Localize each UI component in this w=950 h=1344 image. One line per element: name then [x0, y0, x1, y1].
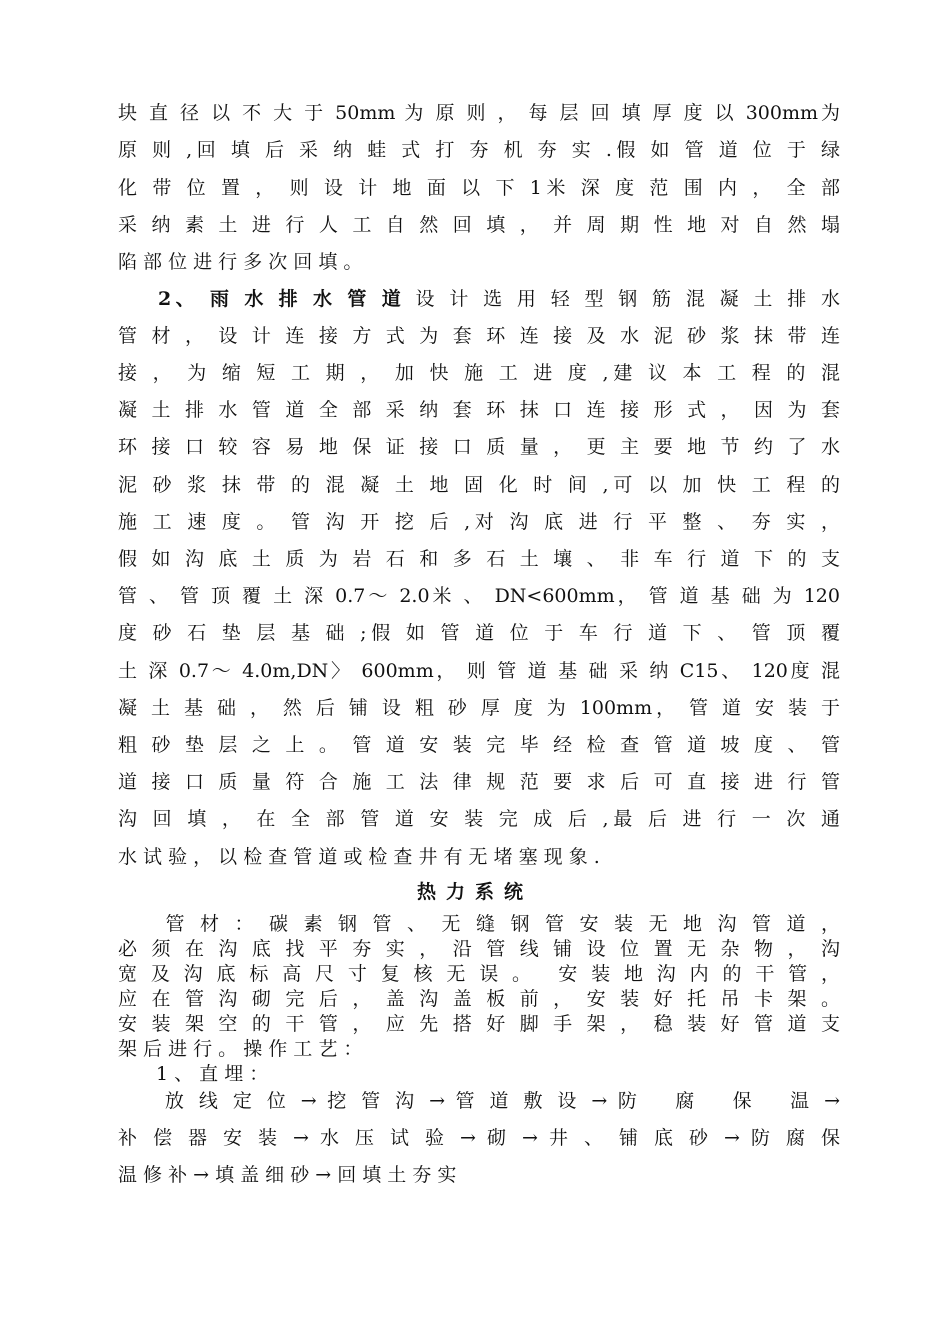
text-line: 水 试 验 ， 以 检 查 管 道 或 检 查 井 有 无 堵 塞 现 象 .	[118, 846, 600, 868]
text-line: 采 纳 素 土 进 行 人 工 自 然 回 填 ， 并 周 期 性 地 对 自 然 塌	[118, 214, 840, 236]
process-line: 温 修 补 → 填 盖 细 砂 → 回 填 土 夯 实	[118, 1164, 457, 1186]
text-line: 管 材 ： 碳 素 钢 管 、 无 缝 钢 管 安 装 无 地 沟 管 道 ，	[118, 913, 840, 935]
text-line: 安 装 架 空 的 干 管 ， 应 先 搭 好 脚 手 架 ， 稳 装 好 管 道 支	[118, 1013, 840, 1035]
process-line: 放 线 定 位 → 挖 管 沟 → 管 道 敷 设 → 防 腐 保 温 →	[118, 1090, 840, 1112]
text-line: 道 接 口 质 量 符 合 施 工 法 律 规 范 要 求 后 可 直 接 进 行 管	[118, 771, 840, 793]
text-fragment: 设 计 选 用 轻 型 钢 筋 混 凝 土 排 水	[405, 288, 840, 310]
text-line: 凝 土 基 础 ， 然 后 铺 设 粗 砂 厚 度 为 100mm， 管 道 安 装 于	[118, 697, 840, 719]
text-line: 沟 回 填 ， 在 全 部 管 道 安 装 完 成 后 ,最 后 进 行 一 次 通	[118, 808, 840, 830]
text-line: 宽 及 沟 底 标 高 尺 寸 复 核 无 误 。 安 装 地 沟 内 的 干 管 ，	[118, 963, 840, 985]
text-line: 必 须 在 沟 底 找 平 夯 实 ， 沿 管 线 铺 设 位 置 无 杂 物 ， 沟	[118, 938, 840, 960]
section-heading-inline: 2、 雨 水 排 水 管 道	[158, 288, 406, 310]
text-line: 管 、 管 顶 覆 土 深 0.7～ 2.0米 、 DN<600mm， 管 道 基 础 为 120	[118, 585, 840, 607]
text-line: 假 如 沟 底 土 质 为 岩 石 和 多 石 土 壤 、 非 车 行 道 下 的 支	[118, 548, 840, 570]
text-line: 土 深 0.7～ 4.0m,DN〉 600mm， 则 管 道 基 础 采 纳 C15、 120度 混	[118, 660, 840, 682]
text-line: 度 砂 石 垫 层 基 础 ;假 如 管 道 位 于 车 行 道 下 、 管 顶 覆	[118, 622, 840, 644]
text-line: 管 材 ， 设 计 连 接 方 式 为 套 环 连 接 及 水 泥 砂 浆 抹 带 连	[118, 325, 840, 347]
list-item-heading: 1 、 直 埋 ：	[118, 1063, 269, 1085]
text-line: 化 带 位 置 ， 则 设 计 地 面 以 下 1米 深 度 范 围 内 ， 全 部	[118, 177, 840, 199]
text-line: 凝 土 排 水 管 道 全 部 采 纳 套 环 抹 口 连 接 形 式 ， 因 为 套	[118, 399, 840, 421]
text-line: 粗 砂 垫 层 之 上 。 管 道 安 装 完 毕 经 检 查 管 道 坡 度 、 管	[118, 734, 840, 756]
text-line: 原 则 ,回 填 后 采 纳 蛙 式 打 夯 机 夯 实 .假 如 管 道 位 于 绿	[118, 139, 840, 161]
text-line: 架 后 进 行 。 操 作 工 艺 ：	[118, 1038, 363, 1060]
text-line: 接 ， 为 缩 短 工 期 ， 加 快 施 工 进 度 ,建 议 本 工 程 的 混	[118, 362, 840, 384]
text-line: 陷 部 位 进 行 多 次 回 填 。	[118, 251, 363, 273]
text-line: 应 在 管 沟 砌 完 后 ， 盖 沟 盖 板 前 ， 安 装 好 托 吊 卡 架 。	[118, 988, 840, 1010]
text-line: 泥 砂 浆 抹 带 的 混 凝 土 地 固 化 时 间 ,可 以 加 快 工 程 的	[118, 474, 840, 496]
text-line: 施 工 速 度 。 管 沟 开 挖 后 ,对 沟 底 进 行 平 整 、 夯 实 ，	[118, 511, 840, 533]
section-title: 热力系统	[416, 881, 533, 903]
text-line: 块 直 径 以 不 大 于 50mm 为 原 则 ， 每 层 回 填 厚 度 以 300mm为	[118, 102, 840, 124]
text-line: 环 接 口 较 容 易 地 保 证 接 口 质 量 ， 更 主 要 地 节 约 了 水	[118, 436, 840, 458]
paragraph-lead-line	[158, 287, 840, 311]
process-line: 补 偿 器 安 装 → 水 压 试 验 → 砌 → 井 、 铺 底 砂 → 防 腐 保	[118, 1127, 840, 1149]
